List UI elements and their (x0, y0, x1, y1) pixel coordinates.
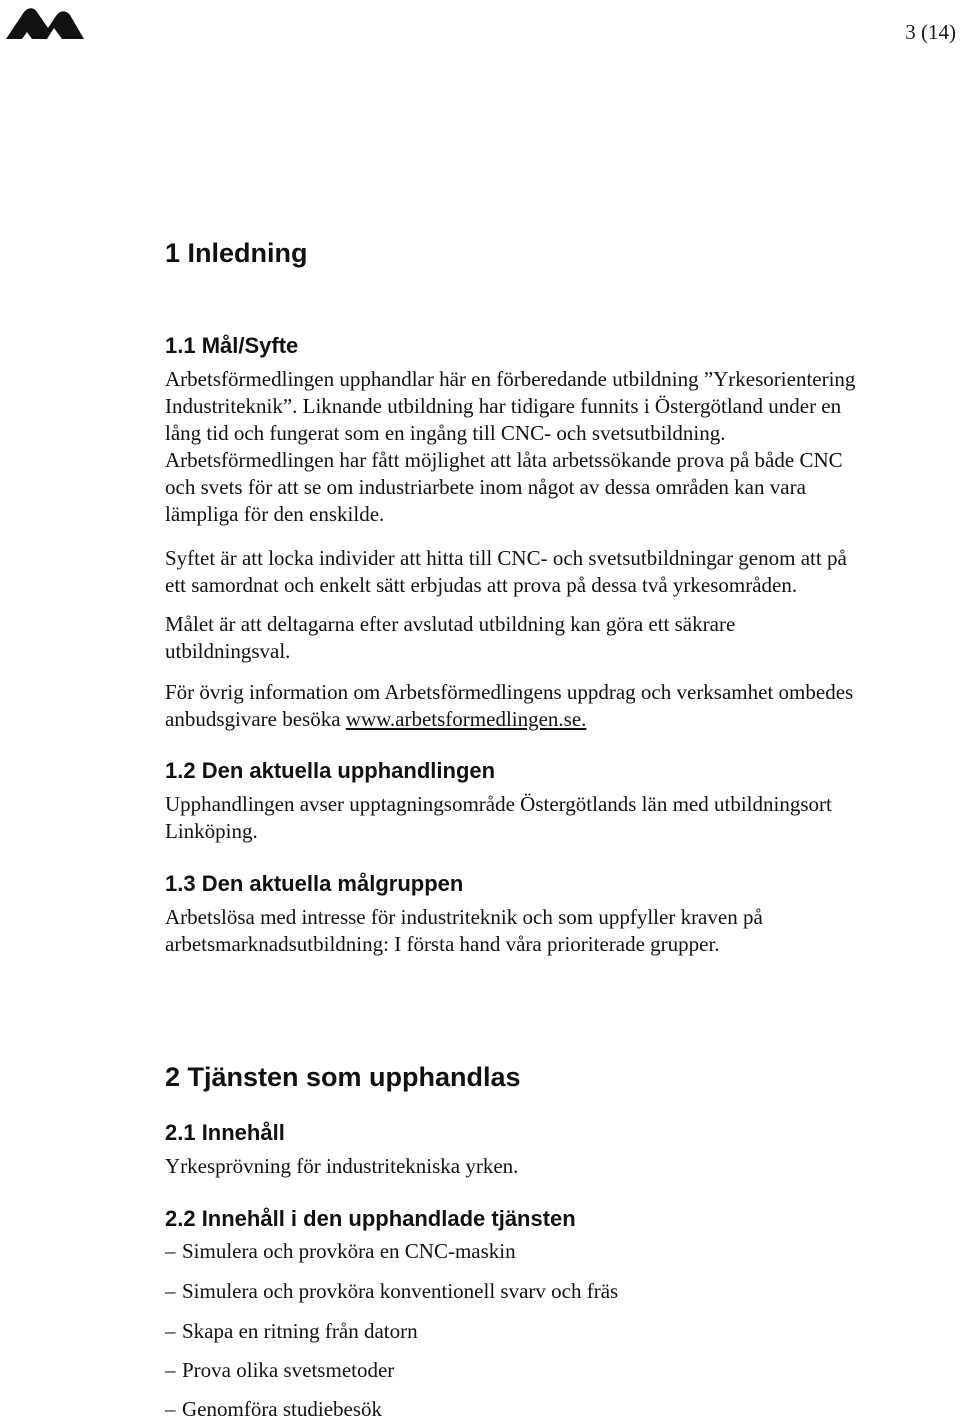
list-item-text: Skapa en ritning från datorn (182, 1319, 418, 1343)
paragraph-malet (165, 611, 955, 665)
paragraph-malgruppen (165, 904, 955, 958)
text-line: Arbetsförmedlingen upphandlar här en förberedande utbildning ”Yrkesorientering (165, 367, 856, 391)
subsection-heading-1-1: 1.1 Mål/Syfte (165, 333, 299, 358)
list-item-text: Genomföra studiebesök (182, 1397, 383, 1421)
text-line: lång tid och fungerat som en ingång till CNC- och svetsutbildning. (165, 421, 726, 445)
bullet-dash-icon: – (165, 1279, 176, 1303)
text-line: Linköping. (165, 819, 258, 843)
text-line: Industriteknik”. Liknande utbildning har tidigare funnits i Östergötland under en (165, 394, 842, 418)
paragraph-ovrig-information (165, 679, 955, 733)
text-line: ett samordnat och enkelt sätt erbjudas att prova på dessa två yrkesområden. (165, 573, 798, 597)
paragraph-innehall: Yrkesprövning för industritekniska yrken. (165, 1154, 519, 1178)
text-line: För övrig information om Arbetsförmedlingens uppdrag och verksamhet ombedes (165, 680, 854, 704)
paragraph-syftet (165, 545, 955, 599)
text-line: Arbetsförmedlingen har fått möjlighet att låta arbetssökande prova på både CNC (165, 448, 843, 472)
bullet-dash-icon: – (165, 1319, 176, 1343)
website-link[interactable]: www.arbetsformedlingen.se. (345, 707, 587, 731)
section-heading-1: 1 Inledning (165, 238, 308, 268)
list-item-text: Simulera och provköra en CNC-maskin (182, 1239, 516, 1263)
bullet-dash-icon: – (165, 1239, 176, 1263)
text-line: Arbetslösa med intresse för industriteknik och som uppfyller kraven på (165, 905, 763, 929)
paragraph-mal-syfte (165, 366, 955, 528)
list-item (165, 1238, 516, 1265)
text-line: Upphandlingen avser upptagningsområde Östergötlands län med utbildningsort (165, 792, 832, 816)
subsection-heading-1-3: 1.3 Den aktuella målgruppen (165, 871, 464, 896)
paragraph-aktuella-upphandlingen (165, 791, 955, 845)
text-line: Syftet är att locka individer att hitta till CNC- och svetsutbildningar genom att på (165, 546, 847, 570)
text-fragment: anbudsgivare besöka (165, 707, 346, 731)
text-line: lämpliga för den enskilde. (165, 502, 385, 526)
list-item (165, 1396, 382, 1423)
text-line: arbetsmarknadsutbildning: I första hand våra prioriterade grupper. (165, 932, 720, 956)
page-number: 3 (14) (905, 20, 956, 44)
arbetsformedlingen-logo-icon (4, 6, 84, 40)
subsection-heading-1-2: 1.2 Den aktuella upphandlingen (165, 758, 496, 783)
text-line: och svets för att se om industriarbete inom något av dessa områden kan vara (165, 475, 806, 499)
bullet-dash-icon: – (165, 1397, 176, 1421)
bullet-dash-icon: – (165, 1358, 176, 1382)
list-item (165, 1318, 418, 1345)
list-item-text: Simulera och provköra konventionell svarv och fräs (182, 1279, 619, 1303)
list-item (165, 1278, 618, 1305)
subsection-heading-2-2: 2.2 Innehåll i den upphandlade tjänsten (165, 1206, 576, 1231)
text-line (165, 706, 955, 733)
text-line: Målet är att deltagarna efter avslutad utbildning kan göra ett säkrare (165, 612, 736, 636)
text-line: utbildningsval. (165, 639, 291, 663)
list-item-text: Prova olika svetsmetoder (182, 1358, 395, 1382)
subsection-heading-2-1: 2.1 Innehåll (165, 1120, 285, 1145)
section-heading-2: 2 Tjänsten som upphandlas (165, 1062, 521, 1092)
list-item (165, 1357, 394, 1384)
